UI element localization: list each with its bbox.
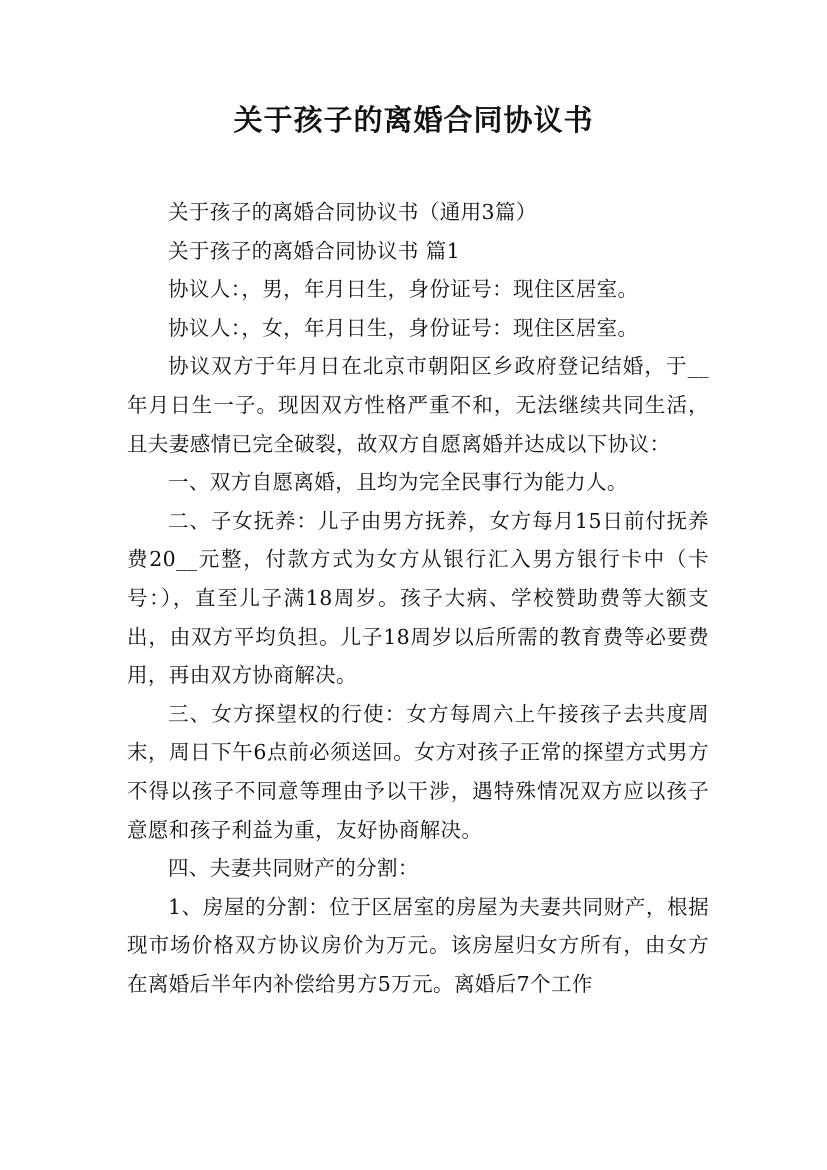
paragraph-clause-1: 一、双方自愿离婚，且均为完全民事行为能力人。 bbox=[168, 470, 628, 495]
document-body bbox=[127, 193, 709, 1003]
paragraph-clause-4-1: 1、房屋的分割：位于区居室的房屋为夫妻共同财产，根据现市场价格双方协议房价为万元。该房屋归女方所有，由女方在离婚后半年内补偿给男方5万元。离婚后7个工作 bbox=[127, 894, 709, 996]
paragraph-subtitle: 关于孩子的离婚合同协议书（通用3篇） bbox=[168, 200, 537, 224]
paragraph-party-female: 协议人：，女，年月日生，身份证号：现住区居室。 bbox=[168, 315, 639, 340]
paragraph-clause-3: 三、女方探望权的行使：女方每周六上午接孩子去共度周末，周日下午6点前必须送回。女方对孩子正常的探望方式男方不得以孩子不同意等理由予以干涉，遇特殊情况双方应以孩子意愿和孩子利益为重，友好协商解决。 bbox=[127, 701, 709, 842]
paragraph-section-heading: 关于孩子的离婚合同协议书 篇1 bbox=[168, 238, 461, 263]
document-title: 关于孩子的离婚合同协议书 bbox=[233, 103, 594, 137]
paragraph-clause-4: 四、夫妻共同财产的分割： bbox=[168, 856, 419, 881]
paragraph-party-male: 协议人：，男，年月日生，身份证号：现住区居室。 bbox=[168, 277, 639, 302]
paragraph-background: 协议双方于年月日在北京市朝阳区乡政府登记结婚，于__年月日生一子。现因双方性格严重不和，无法继续共同生活，且夫妻感情已完全破裂，故双方自愿离婚并达成以下协议： bbox=[127, 354, 709, 456]
paragraph-clause-2: 二、子女抚养：儿子由男方抚养，女方每月15日前付抚养费20__元整，付款方式为女方从银行汇入男方银行卡中（卡号：），直至儿子满18周岁。孩子大病、学校赞助费等大额支出，由双方平均负担。儿子18周岁以后所需的教育费等必要费用，再由双方协商解决。 bbox=[127, 508, 709, 688]
